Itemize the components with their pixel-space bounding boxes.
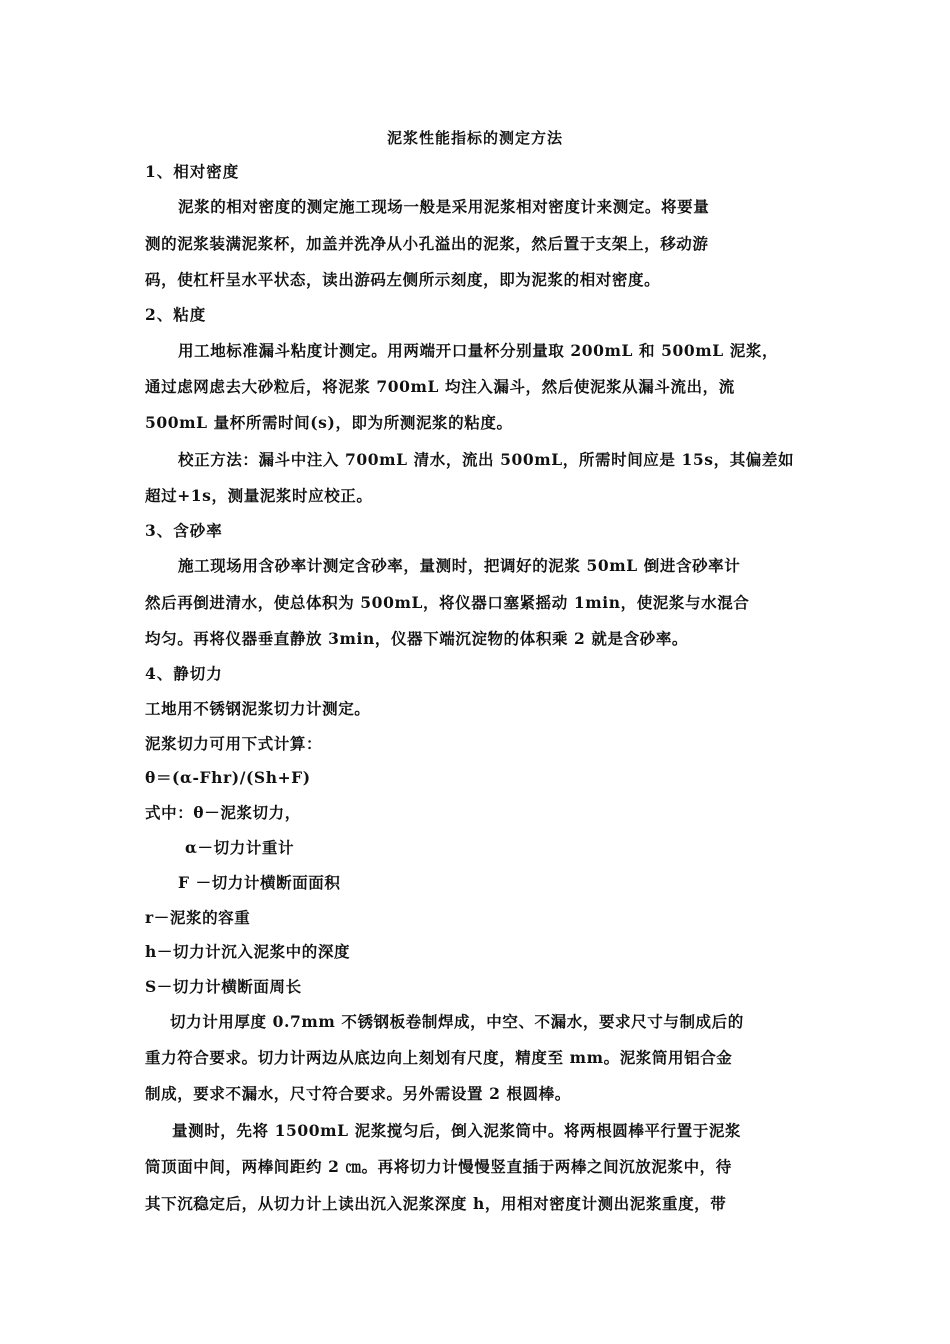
paragraph-line: 通过虑网虑去大砂粒后，将泥浆 700mL 均注入漏斗，然后使泥浆从漏斗流出，流 <box>145 377 735 396</box>
formula-legend-line: F －切力计横断面面积 <box>178 873 341 892</box>
paragraph-line: 均匀。再将仪器垂直静放 3min，仪器下端沉淀物的体积乘 2 就是含砂率。 <box>145 629 689 648</box>
paragraph-line: 用工地标准漏斗粘度计测定。用两端开口量杯分别量取 200mL 和 500mL 泥浆， <box>178 341 779 360</box>
paragraph-line: 超过+1s，测量泥浆时应校正。 <box>145 486 373 505</box>
paragraph-line: 泥浆切力可用下式计算： <box>145 734 323 753</box>
formula-legend-line: r－泥浆的容重 <box>145 908 251 927</box>
paragraph-line: 切力计用厚度 0.7mm 不锈钢板卷制焊成，中空、不漏水，要求尺寸与制成后的 <box>170 1012 744 1031</box>
formula-legend-line: h－切力计沉入泥浆中的深度 <box>145 942 351 961</box>
paragraph-line: 制成，要求不漏水，尺寸符合要求。另外需设置 2 根圆棒。 <box>145 1084 571 1103</box>
formula-legend-line: α－切力计重计 <box>185 838 295 857</box>
paragraph-line: 重力符合要求。切力计两边从底边向上刻划有尺度，精度至 mm。泥浆筒用铝合金 <box>145 1048 733 1067</box>
formula-legend-line: S－切力计横断面周长 <box>145 977 302 996</box>
paragraph-line: 然后再倒进清水，使总体积为 500mL，将仪器口塞紧摇动 1min，使泥浆与水混合 <box>145 593 750 612</box>
paragraph-line: 码，使杠杆呈水平状态，读出游码左侧所示刻度，即为泥浆的相对密度。 <box>145 270 661 289</box>
formula-legend-line: 式中：θ－泥浆切力， <box>145 803 301 822</box>
paragraph-line: 其下沉稳定后，从切力计上读出沉入泥浆深度 h，用相对密度计测出泥浆重度，带 <box>145 1194 727 1213</box>
paragraph-line: 泥浆的相对密度的测定施工现场一般是采用泥浆相对密度计来测定。将要量 <box>178 197 710 216</box>
formula: θ＝(α-Fhr)/(Sh+F) <box>145 768 311 787</box>
paragraph-line: 500mL 量杯所需时间(s)，即为所测泥浆的粘度。 <box>145 413 513 432</box>
section-heading-viscosity: 2、粘度 <box>145 305 207 324</box>
section-heading-density: 1、相对密度 <box>145 162 240 181</box>
section-heading-static-shear: 4、静切力 <box>145 664 223 683</box>
paragraph-line: 施工现场用含砂率计测定含砂率，量测时，把调好的泥浆 50mL 倒进含砂率计 <box>178 556 741 575</box>
paragraph-line: 量测时，先将 1500mL 泥浆搅匀后，倒入泥浆筒中。将两根圆棒平行置于泥浆 <box>172 1121 742 1140</box>
paragraph-line: 筒顶面中间，两棒间距约 2 ㎝。再将切力计慢慢竖直插于两棒之间沉放泥浆中，待 <box>145 1157 732 1176</box>
paragraph-line: 工地用不锈钢泥浆切力计测定。 <box>145 699 371 718</box>
page-title: 泥浆性能指标的测定方法 <box>386 129 563 147</box>
paragraph-line: 测的泥浆装满泥浆杯，加盖并洗净从小孔溢出的泥浆，然后置于支架上，移动游 <box>145 234 709 253</box>
paragraph-line: 校正方法：漏斗中注入 700mL 清水，流出 500mL，所需时间应是 15s，其偏差如 <box>178 450 795 469</box>
section-heading-sand-content: 3、含砂率 <box>145 521 223 540</box>
